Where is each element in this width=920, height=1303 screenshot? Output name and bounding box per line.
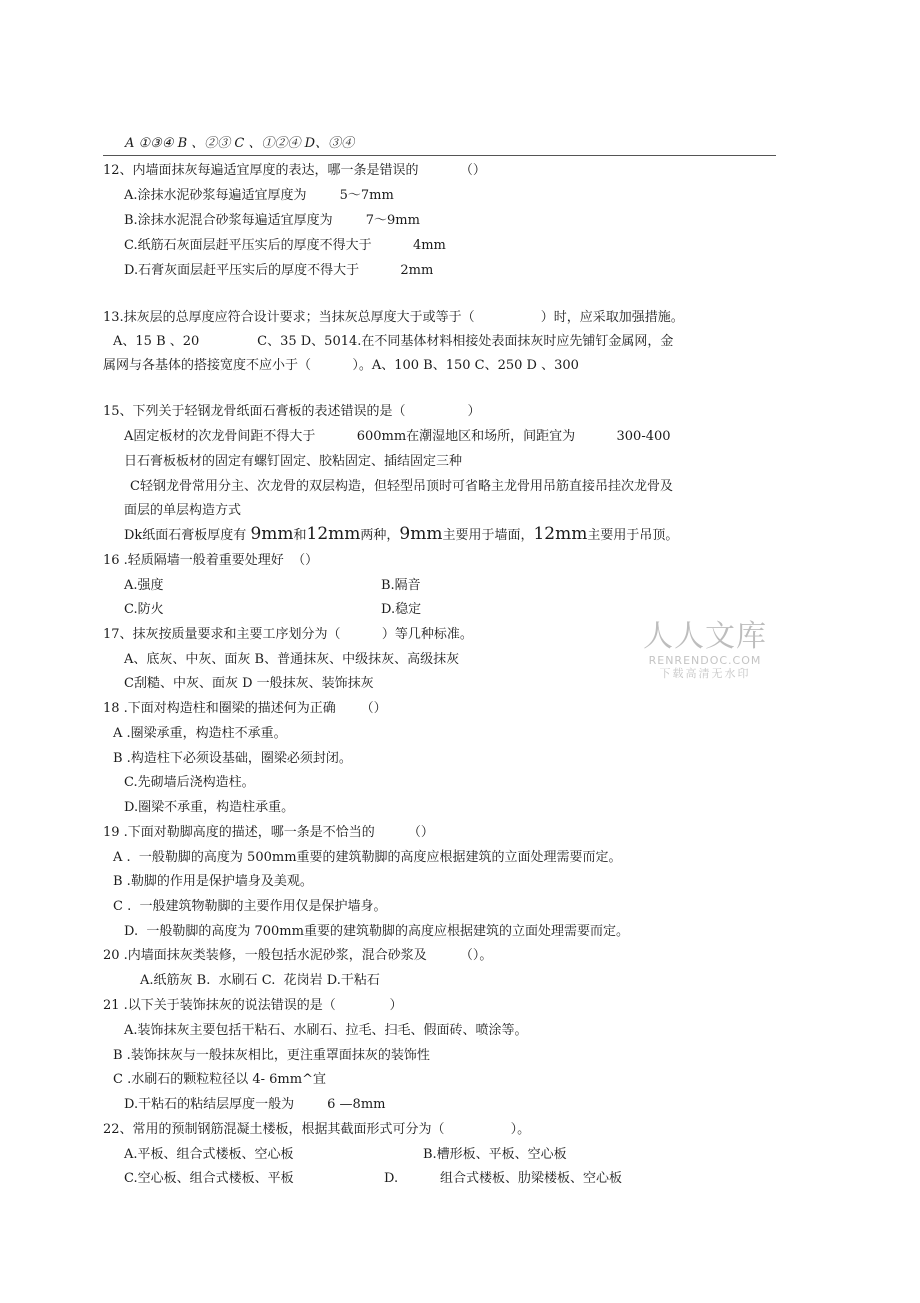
q12-option-b: B.涂抹水泥混合砂浆每遍适宜厚度为 7～9mm (124, 213, 420, 228)
q15-stem: 15、下列关于轻钢龙骨纸面石膏板的表述错误的是（ ） (103, 404, 481, 419)
q19-stem: 19 .下面对勒脚高度的描述，哪一条是不恰当的 （） (103, 825, 434, 840)
q15d-9mm-b: 9mm (399, 524, 443, 544)
q13-stem: 13.抹灰层的总厚度应符合设计要求；当抹灰总厚度大于或等于（ ）时，应采取加强措施。 (103, 310, 684, 325)
q17-options-cd: C刮糙、中灰、面灰 D 一般抹灰、装饰抹灰 (124, 676, 374, 691)
q21-option-c: C .水刷石的颗粒粒径以 4- 6mm^宜 (113, 1072, 326, 1087)
q15-option-b: 日石膏板板材的固定有螺钉固定、胶粘固定、插结固定三种 (124, 454, 463, 469)
q15-option-c-line1: C轻钢龙骨常用分主、次龙骨的双层构造，但轻型吊顶时可省略主龙骨用吊筋直接吊挂次龙骨及 (130, 479, 673, 494)
q18-option-c: C.先砌墙后浇构造柱。 (124, 775, 255, 790)
q14-stem: 属网与各基体的搭接宽度不应小于（ ）。A、100 B、150 C、250 D 、300 (103, 358, 579, 373)
divider (103, 155, 776, 156)
q21-option-a: A.装饰抹灰主要包括干粘石、水刷石、拉毛、扫毛、假面砖、喷涂等。 (124, 1023, 528, 1038)
q19-option-d: D. 一般勒脚的高度为 700mm重要的建筑勒脚的高度应根据建筑的立面处理需要而定。 (124, 924, 629, 939)
q12-stem: 12、内墙面抹灰每遍适宜厚度的表达，哪一条是错误的 （） (103, 163, 486, 178)
q18-option-a: A .圈梁承重，构造柱不承重。 (113, 726, 287, 741)
q15-option-d (124, 526, 678, 544)
q19-option-c: C . 一般建筑物勒脚的主要作用仅是保护墙身。 (113, 899, 387, 914)
q15d-and: 和 (293, 528, 307, 543)
q22-option-c: C.空心板、组合式楼板、平板 (124, 1171, 294, 1186)
q15d-9mm: 9mm (250, 524, 294, 544)
q15-option-c-line2: 面层的单层构造方式 (124, 503, 242, 518)
q13-options: A、15 B 、20 C、35 D、5014.在不同基体材料相接处表面抹灰时应先铺钉金属网，金 (113, 334, 674, 349)
q15d-12mm: 12mm (306, 524, 361, 544)
watermark (640, 620, 770, 681)
prev-answer-options: A ①③④ B 、②③ C 、①②④ D、③④ (125, 136, 355, 151)
q19-option-a: A . 一般勒脚的高度为 500mm重要的建筑勒脚的高度应根据建筑的立面处理需要而定。 (113, 850, 622, 865)
q20-stem: 20 .内墙面抹灰类装修，一般包括水泥砂浆，混合砂浆及 （）。 (103, 948, 493, 963)
q15d-mid: 两种， (360, 528, 400, 543)
q18-stem: 18 .下面对构造柱和圈梁的描述何为正确 （） (103, 701, 387, 716)
watermark-slogan: 下载高清无水印 (659, 667, 751, 680)
q16-option-c: C.防火 (124, 602, 164, 617)
q20-options: A.纸筋灰 B. 水刷石 C. 花岗岩 D.干粘石 (140, 973, 380, 988)
q22-option-d: 组合式楼板、肋梁楼板、空心板 (440, 1171, 623, 1186)
q17-options-ab: A、底灰、中灰、面灰 B、普通抹灰、中级抹灰、高级抹灰 (124, 652, 460, 667)
q22-option-b: B.槽形板、平板、空心板 (423, 1147, 567, 1162)
q21-stem: 21 .以下关于装饰抹灰的说法错误的是（ ） (103, 998, 403, 1013)
q21-option-d: D.干粘石的粘结层厚度一般为 6 —8mm (124, 1097, 386, 1112)
q22-option-a: A.平板、组合式楼板、空心板 (124, 1147, 294, 1162)
q12-option-a: A.涂抹水泥砂浆每遍适宜厚度为 5～7mm (124, 188, 394, 203)
watermark-url: RENRENDOC.COM (648, 654, 762, 667)
q15-option-a: A固定板材的次龙骨间距不得大于 600mm在潮湿地区和场所，间距宜为 300-400 (124, 429, 671, 444)
q15d-prefix: Dk纸面石膏板厚度有 (124, 528, 251, 543)
q21-option-b: B .装饰抹灰与一般抹灰相比，更注重罩面抹灰的装饰性 (113, 1048, 430, 1063)
q12-option-d: D.石膏灰面层赶平压实后的厚度不得大于 2mm (124, 263, 434, 278)
q18-option-b: B .构造柱下必须设基础，圈梁必须封闭。 (113, 751, 352, 766)
q12-option-c: C.纸筋石灰面层赶平压实后的厚度不得大于 4mm (124, 238, 446, 253)
q15d-wall: 主要用于墙面， (442, 528, 534, 543)
q22-stem: 22、常用的预制钢筋混凝土楼板，根据其截面形式可分为（ ）。 (103, 1122, 531, 1137)
watermark-title: 人人文库 (643, 619, 767, 654)
q19-option-b: B .勒脚的作用是保护墙身及美观。 (113, 874, 313, 889)
q22-option-d-label: D. (384, 1171, 399, 1186)
q15d-12mm-b: 12mm (533, 524, 588, 544)
q16-option-b: B.隔音 (381, 578, 421, 593)
q15d-end: 主要用于吊顶。 (587, 528, 679, 543)
q16-option-d: D.稳定 (381, 602, 422, 617)
q17-stem: 17、抹灰按质量要求和主要工序划分为（ ）等几种标准。 (103, 627, 473, 642)
q18-option-d: D.圈梁不承重，构造柱承重。 (124, 800, 295, 815)
q16-stem: 16 .轻质隔墙一般着重要处理好 （） (103, 553, 319, 568)
q16-option-a: A.强度 (124, 578, 164, 593)
